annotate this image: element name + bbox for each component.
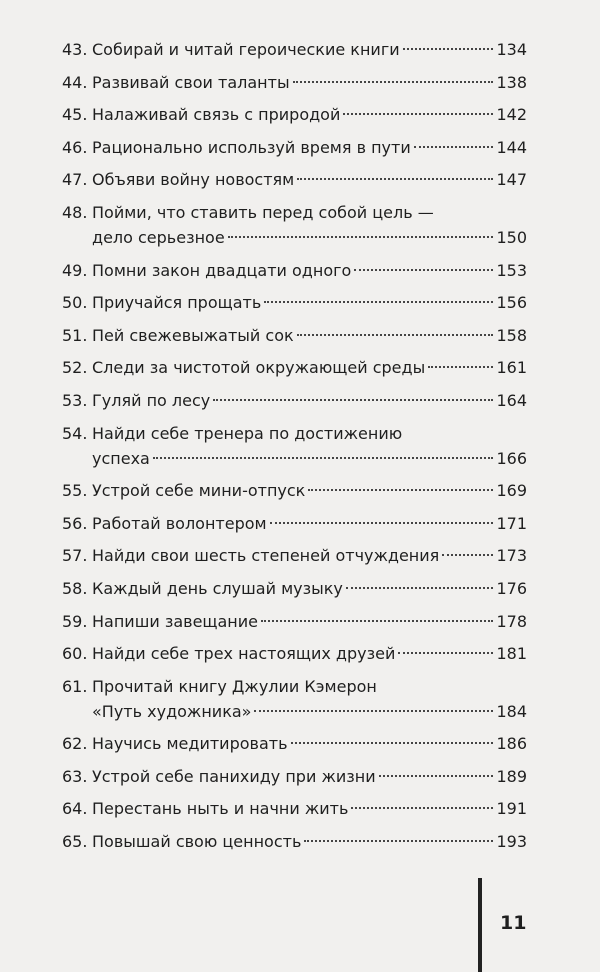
dot-leader [153, 457, 494, 459]
toc-entry [62, 764, 527, 789]
dot-leader [428, 366, 493, 368]
toc-entry-title: Устрой себе панихиду при жизни [92, 766, 376, 786]
toc-entry-title: дело серьезное [92, 227, 225, 247]
toc-entry-page: 184 [496, 701, 527, 721]
toc-entry [62, 388, 527, 413]
dot-leader [308, 489, 493, 491]
toc-entry-page: 153 [496, 260, 527, 280]
toc-entry-title: Работай волонтером [92, 513, 267, 533]
dot-leader [304, 840, 493, 842]
dot-leader [343, 113, 493, 115]
toc-entry [62, 200, 527, 250]
toc-entry [62, 543, 527, 568]
table-of-contents [62, 37, 527, 862]
toc-entry-number: 44. [62, 72, 88, 92]
toc-entry-title: Найди свои шесть степеней отчуждения [92, 546, 440, 566]
toc-entry-page: 158 [496, 325, 527, 345]
toc-entry-title-line1: Найди себе тренера по достижению [92, 423, 403, 443]
toc-entry-title: Гуляй по лесу [92, 390, 211, 410]
toc-entry-title: успеха [92, 448, 150, 468]
toc-entry-title: Научись медитировать [92, 734, 288, 754]
toc-entry-title: Повышай свою ценность [92, 832, 302, 852]
dot-leader [228, 236, 494, 238]
toc-entry-title: Каждый день слушай музыку [92, 578, 343, 598]
toc-entry-number: 49. [62, 260, 88, 280]
toc-entry-page: 156 [496, 293, 527, 313]
toc-entry-title: Налаживай связь с природой [92, 105, 341, 125]
toc-entry-number: 57. [62, 546, 88, 566]
dot-leader [354, 269, 493, 271]
toc-entry-number: 60. [62, 644, 88, 664]
toc-entry [62, 258, 527, 283]
toc-entry-page: 186 [496, 734, 527, 754]
toc-entry [62, 609, 527, 634]
toc-entry-title: Собирай и читай героические книги [92, 40, 400, 59]
toc-entry-title: Помни закон двадцати одного [92, 260, 352, 280]
toc-entry-number: 62. [62, 734, 88, 754]
toc-entry-page: 142 [496, 105, 527, 125]
toc-entry-title: Пей свежевыжатый сок [92, 325, 294, 345]
toc-entry [62, 731, 527, 756]
toc-entry [62, 37, 527, 62]
toc-entry-page: 181 [496, 644, 527, 664]
toc-entry-page: 189 [496, 766, 527, 786]
toc-entry-title: Развивай свои таланты [92, 72, 290, 92]
toc-entry-number: 65. [62, 832, 88, 852]
dot-leader [379, 775, 494, 777]
dot-leader [291, 742, 494, 744]
toc-entry [62, 70, 527, 95]
toc-entry-number: 56. [62, 513, 88, 533]
toc-entry-title: «Путь художника» [92, 701, 252, 721]
toc-entry-page: 166 [496, 448, 527, 468]
toc-entry-number: 47. [62, 170, 88, 190]
toc-entry-page: 144 [496, 137, 527, 157]
toc-entry-number: 50. [62, 293, 88, 313]
toc-entry [62, 323, 527, 348]
toc-entry-title-line1: Прочитай книгу Джулии Кэмерон [92, 676, 377, 696]
toc-entry [62, 829, 527, 854]
toc-entry [62, 674, 527, 724]
toc-entry [62, 355, 527, 380]
dot-leader [442, 554, 493, 556]
toc-entry-title: Устрой себе мини-отпуск [92, 481, 306, 501]
toc-entry-title: Рационально используй время в пути [92, 137, 411, 157]
toc-entry-page: 193 [496, 832, 527, 852]
toc-entry-page: 191 [496, 799, 527, 819]
toc-entry [62, 478, 527, 503]
dot-leader [293, 81, 494, 83]
page-divider-line [478, 878, 482, 972]
toc-entry-number: 53. [62, 390, 88, 410]
toc-entry [62, 135, 527, 160]
dot-leader [270, 522, 494, 524]
toc-entry [62, 641, 527, 666]
toc-entry-title: Объяви войну новостям [92, 170, 295, 190]
toc-entry-number: 51. [62, 325, 88, 345]
toc-entry-title: Напиши завещание [92, 611, 258, 631]
dot-leader [213, 399, 493, 401]
toc-entry-title: Перестань ныть и начни жить [92, 799, 349, 819]
dot-leader [297, 334, 494, 336]
dot-leader [346, 587, 494, 589]
toc-entry-page: 173 [496, 546, 527, 566]
toc-entry-number: 46. [62, 137, 88, 157]
toc-entry-number: 63. [62, 766, 88, 786]
toc-entry-number: 61. [62, 676, 88, 696]
toc-entry-title-line1: Пойми, что ставить перед собой цель — [92, 202, 434, 222]
toc-entry-number: 58. [62, 578, 88, 598]
dot-leader [254, 710, 493, 712]
toc-entry-number: 55. [62, 481, 88, 501]
toc-entry-page: 134 [496, 40, 527, 59]
dot-leader [414, 146, 494, 148]
toc-entry-page: 169 [496, 481, 527, 501]
toc-entry-title: Приучайся прощать [92, 293, 262, 313]
toc-entry [62, 421, 527, 471]
toc-entry [62, 576, 527, 601]
dot-leader [264, 301, 493, 303]
toc-entry [62, 102, 527, 127]
toc-entry-page: 164 [496, 390, 527, 410]
toc-entry-page: 161 [496, 358, 527, 378]
dot-leader [351, 807, 493, 809]
toc-entry [62, 511, 527, 536]
dot-leader [398, 652, 493, 654]
toc-entry-page: 150 [496, 227, 527, 247]
toc-entry [62, 167, 527, 192]
dot-leader [261, 620, 493, 622]
page-number: 11 [500, 912, 527, 934]
toc-entry-number: 43. [62, 40, 88, 59]
toc-entry-number: 54. [62, 423, 88, 443]
toc-entry-number: 64. [62, 799, 88, 819]
toc-entry-number: 59. [62, 611, 88, 631]
toc-entry [62, 796, 527, 821]
toc-entry-title: Найди себе трех настоящих друзей [92, 644, 396, 664]
toc-entry [62, 290, 527, 315]
toc-entry-page: 138 [496, 72, 527, 92]
toc-entry-page: 176 [496, 578, 527, 598]
dot-leader [403, 48, 494, 50]
toc-entry-number: 48. [62, 202, 88, 222]
dot-leader [297, 178, 493, 180]
toc-entry-page: 171 [496, 513, 527, 533]
toc-entry-number: 52. [62, 358, 88, 378]
toc-entry-title: Следи за чистотой окружающей среды [92, 358, 426, 378]
toc-entry-page: 178 [496, 611, 527, 631]
toc-entry-page: 147 [496, 170, 527, 190]
toc-entry-number: 45. [62, 105, 88, 125]
